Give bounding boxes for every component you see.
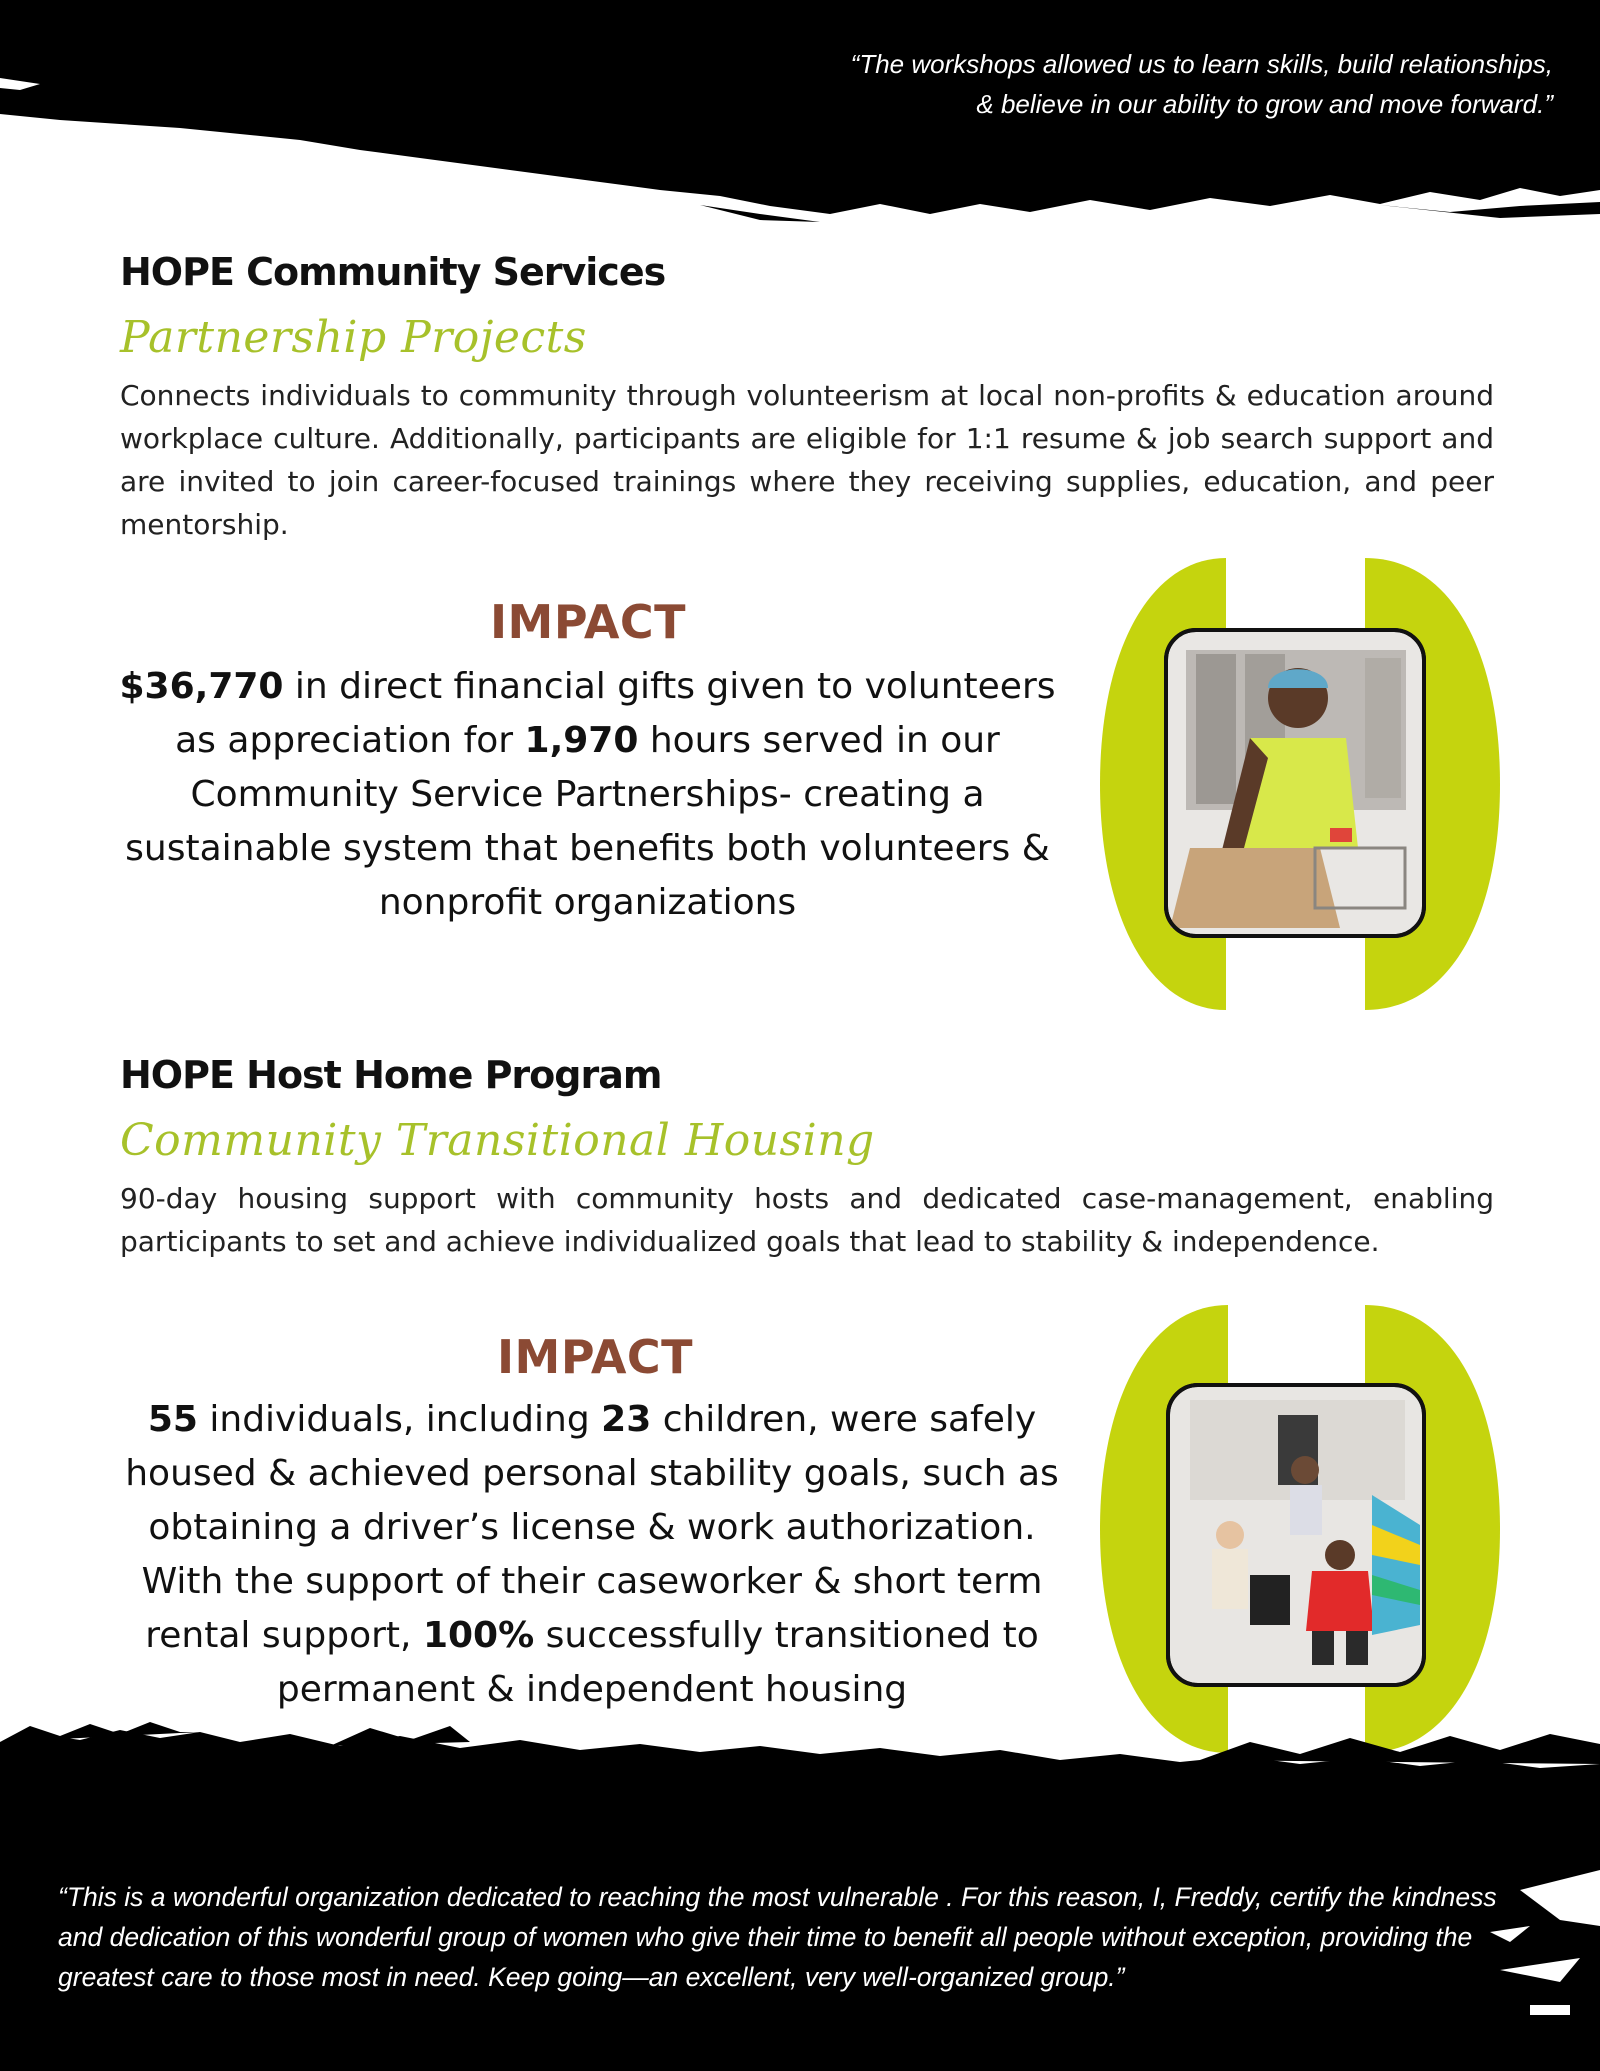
community-services-impact-text xyxy=(110,660,1065,930)
top-testimonial-quote xyxy=(553,44,1553,124)
host-home-title: HOPE Host Home Program xyxy=(120,1053,662,1097)
top-quote-line-2: & believe in our ability to grow and move forward.” xyxy=(976,89,1553,119)
impact-text-a: individuals, including xyxy=(197,1399,602,1440)
volunteer-photo-frame xyxy=(1100,558,1500,1010)
host-home-impact-heading: IMPACT xyxy=(496,1330,694,1384)
success-percent: 100% xyxy=(422,1615,535,1656)
community-services-impact-heading: IMPACT xyxy=(489,595,687,649)
community-services-subtitle: Partnership Projects xyxy=(120,312,587,363)
bottom-testimonial-quote: “This is a wonderful organization dedicated to reaching the most vulnerable . For this reason, I, Freddy, certify the kindness and dedication of this wonderful group of women who give their time to benefit all people without exception, providing the greatest care to those most in need. Keep going—an excellent, very well-organized group.” xyxy=(58,1882,1497,1992)
impact-text-b: children, were safely housed & achieved personal stability goals, such as obtaining a driver’s license & work authorization. With the support of their caseworker & short term rental support, xyxy=(125,1399,1059,1656)
top-brush-band xyxy=(0,0,1600,250)
community-services-title: HOPE Community Services xyxy=(120,250,666,294)
family-photo-frame xyxy=(1100,1305,1500,1753)
host-home-description: 90-day housing support with community hosts and dedicated case-management, enabling participants to set and achieve individualized goals that lead to stability & independence. xyxy=(120,1182,1494,1258)
impact-text-c: successfully transitioned to permanent & independent housing xyxy=(276,1615,1039,1710)
impact-text-a: in direct financial gifts given to volunteers as appreciation for xyxy=(175,666,1056,761)
host-home-impact-text xyxy=(112,1393,1072,1717)
host-home-subtitle: Community Transitional Housing xyxy=(120,1115,875,1166)
children-count: 23 xyxy=(601,1399,652,1440)
hours-served: 1,970 xyxy=(524,720,639,761)
community-services-description: Connects individuals to community through volunteerism at local non-profits & education around workplace culture. Additionally, participants are eligible for 1:1 resume & job search support and are invited to join career-focused trainings where they receiving supplies, education, and peer mentorship. xyxy=(120,379,1494,541)
top-quote-line-1: “The workshops allowed us to learn skills, build relationships, xyxy=(850,49,1553,79)
impact-text-b: hours served in our Community Service Partnerships- creating a sustainable system that benefits both volunteers & nonprofit organizations xyxy=(125,720,1050,923)
gifts-amount: $36,770 xyxy=(119,666,284,707)
individuals-count: 55 xyxy=(147,1399,198,1440)
